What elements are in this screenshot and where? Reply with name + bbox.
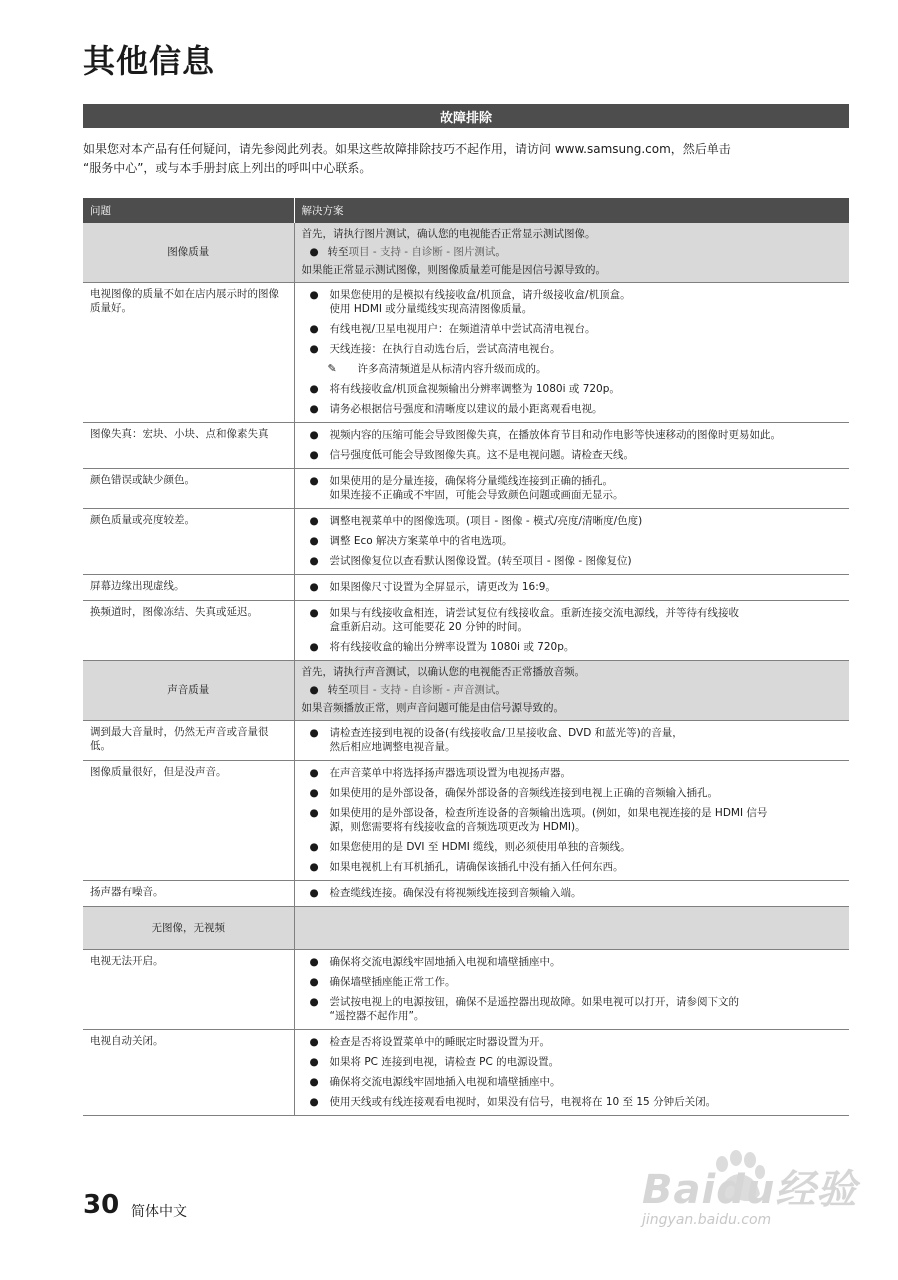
problem-cell: 屏幕边缘出现虚线。 [83,575,294,601]
bullet-icon: ● [309,475,319,487]
bullet-icon: ● [309,727,319,739]
bullet-suffix: 。 [495,246,506,258]
table-row [83,721,849,761]
solution-text: 将有线接收盒/机顶盒视频输出分辨率调整为 1080i 或 720p。 [329,383,620,395]
bullet-icon: ● [309,887,319,899]
table-row [83,575,849,601]
table-row [83,1030,849,1116]
bullet-icon: ● [309,607,319,619]
section-row-image-quality [83,223,849,283]
solution-text: 如果电视机上有耳机插孔，请确保该插孔中没有插入任何东西。 [329,861,624,873]
bullet-icon: ● [309,976,319,988]
bullet-prefix: 转至 [327,246,349,258]
table-row [83,950,849,1030]
section-bullet [302,245,843,259]
pencil-note-icon: ✎ [327,362,337,375]
table-row [83,601,849,661]
section-line: 首先，请执行声音测试，以确认您的电视能否正常播放音频。 [301,666,585,678]
section-intro-cell [294,661,849,721]
section-row-sound-quality [83,661,849,721]
note-text: 许多高清频道是从标清内容升级而成的。 [357,363,547,375]
bullet-icon: ● [309,449,319,461]
solution-text: 如果您使用的是模拟有线接收盒/机顶盒，请升级接收盒/机顶盒。 [329,289,631,301]
solution-cell [294,509,849,575]
solution-item [302,786,843,800]
bullet-icon: ● [309,996,319,1008]
bullet-icon: ● [309,323,319,335]
solution-text: 在声音菜单中将选择扬声器选项设置为电视扬声器。 [329,767,571,779]
troubleshooting-table [83,198,849,1116]
header-problem: 问题 [83,198,294,223]
watermark-logo-text: Baidu经验 [642,1167,858,1213]
solution-item [302,402,843,416]
solution-item [302,766,843,780]
solution-cell [294,469,849,509]
solution-cell [294,1030,849,1116]
bullet-icon: ● [309,403,319,415]
solution-item [302,860,843,874]
section-title-cell: 无图像，无视频 [83,907,294,950]
solution-item [302,1095,843,1109]
solution-cell [294,721,849,761]
bullet-icon: ● [309,1076,319,1088]
solution-cell [294,423,849,469]
menu-path: 项目 - 支持 - 自诊断 - 声音测试 [348,684,496,696]
bullet-icon: ● [309,383,319,395]
solution-item [302,840,843,854]
solution-item [302,1075,843,1089]
solution-text: 尝试图像复位以查看默认图像设置。(转至项目 - 图像 - 图像复位) [329,555,632,567]
solution-text: 使用 HDMI 或分量缆线实现高清图像质量。 [329,303,533,315]
solution-text: 视频内容的压缩可能会导致图像失真，在播放体育节目和动作电影等快速移动的图像时更易如此。 [329,429,781,441]
solution-text: 如果使用的是外部设备，检查所连设备的音频输出选项。(例如，如果电视连接的是 HDMI 信号 [329,807,768,819]
problem-cell: 换频道时，图像冻结、失真或延迟。 [83,601,294,661]
solution-text: 确保将交流电源线牢固地插入电视和墙壁插座中。 [329,956,561,968]
solution-text: 如果图像尺寸设置为全屏显示，请更改为 16:9。 [329,581,556,593]
solution-text: 确保将交流电源线牢固地插入电视和墙壁插座中。 [329,1076,561,1088]
page-number: 30 [83,1190,120,1220]
intro-line-2: “服务中心”，或与本手册封底上列出的呼叫中心联系。 [83,161,372,175]
table-row [83,469,849,509]
solution-text: 然后相应地调整电视音量。 [329,741,456,753]
bullet-icon: ● [309,515,319,527]
solution-text: 调整 Eco 解决方案菜单中的省电选项。 [329,535,513,547]
watermark-url: jingyan.baidu.com [642,1212,772,1228]
solution-text: 使用天线或有线连接观看电视时，如果没有信号，电视将在 10 至 15 分钟后关闭。 [329,1096,717,1108]
solution-item [302,580,843,594]
bullet-icon: ● [309,1036,319,1048]
bullet-icon: ● [309,787,319,799]
solution-text: 尝试按电视上的电源按钮，确保不是遥控器出现故障。如果电视可以打开，请参阅下文的 [329,996,739,1008]
solution-text: 请务必根据信号强度和清晰度以建议的最小距离观看电视。 [329,403,603,415]
solution-text: 检查缆线连接。确保没有将视频线连接到音频输入端。 [329,887,582,899]
table-row [83,423,849,469]
solution-text: 请检查连接到电视的设备(有线接收盒/卫星接收盒、DVD 和蓝光等)的音量， [329,727,683,739]
solution-item [302,474,843,502]
table-row [83,761,849,881]
problem-cell: 图像质量很好，但是没声音。 [83,761,294,881]
section-line: 如果能正常显示测试图像，则图像质量差可能是因信号源导致的。 [301,264,606,276]
problem-cell: 电视自动关闭。 [83,1030,294,1116]
bullet-icon: ● [309,289,319,301]
solution-text: 如果连接不正确或不牢固，可能会导致颜色问题或画面无显示。 [329,489,624,501]
solution-text: 确保墙壁插座能正常工作。 [329,976,456,988]
solution-text: 信号强度低可能会导致图像失真。这不是电视问题。请检查天线。 [329,449,634,461]
bullet-icon: ● [309,1096,319,1108]
problem-cell: 调到最大音量时，仍然无声音或音量很低。 [83,721,294,761]
solution-item [302,554,843,568]
solution-text: 如果您使用的是 DVI 至 HDMI 缆线，则必须使用单独的音频线。 [329,841,631,853]
problem-cell: 电视图像的质量不如在店内展示时的图像质量好。 [83,283,294,423]
solution-text: 检查是否将设置菜单中的睡眠定时器设置为开。 [329,1036,550,1048]
bullet-icon: ● [309,555,319,567]
problem-cell: 图像失真：宏块、小块、点和像素失真 [83,423,294,469]
section-title-cell: 声音质量 [83,661,294,721]
bullet-icon: ● [309,581,319,593]
table-row [83,881,849,907]
bullet-icon: ● [309,841,319,853]
intro-paragraph [83,140,849,178]
solution-item [302,726,843,754]
solution-text: 调整电视菜单中的图像选项。(项目 - 图像 - 模式/亮度/清晰度/色度) [329,515,643,527]
section-title-cell: 图像质量 [83,223,294,283]
bullet-icon: ● [309,429,319,441]
section-line: 首先，请执行图片测试，确认您的电视能否正常显示测试图像。 [301,228,596,240]
solution-item [302,975,843,989]
table-row [83,283,849,423]
solution-item [302,955,843,969]
page-title: 其他信息 [83,42,216,80]
solution-cell [294,950,849,1030]
solution-item [302,382,843,396]
solution-item [302,448,843,462]
bullet-prefix: 转至 [327,684,349,696]
solution-cell [294,881,849,907]
bullet-icon: ● [309,1056,319,1068]
solution-text: 盒重新启动。这可能要花 20 分钟的时间。 [329,621,529,633]
solution-item [302,1035,843,1049]
bullet-icon: ● [309,641,319,653]
solution-text: 如果使用的是外部设备，确保外部设备的音频线连接到电视上正确的音频输入插孔。 [329,787,718,799]
solution-cell [294,601,849,661]
solution-item [302,322,843,336]
intro-line-1: 如果您对本产品有任何疑问，请先参阅此列表。如果这些故障排除技巧不起作用，请访问 www.samsung.com，然后单击 [83,142,731,156]
bullet-icon: ● [309,956,319,968]
note-item [302,362,843,376]
footer-language: 简体中文 [131,1204,187,1220]
solution-item [302,514,843,528]
solution-cell [294,761,849,881]
solution-item [302,640,843,654]
solution-item [302,606,843,634]
solution-item [302,995,843,1023]
section-title-bar [83,104,849,128]
table-header-row [83,198,849,223]
problem-cell: 颜色错误或缺少颜色。 [83,469,294,509]
solution-item [302,886,843,900]
bullet-icon: ● [309,246,319,258]
section-intro-cell [294,223,849,283]
solution-item [302,342,843,356]
bullet-icon: ● [309,807,319,819]
solution-text: 天线连接：在执行自动选台后，尝试高清电视台。 [329,343,561,355]
solution-text: 如果将 PC 连接到电视，请检查 PC 的电源设置。 [329,1056,560,1068]
problem-cell: 扬声器有噪音。 [83,881,294,907]
section-title: 故障排除 [439,110,492,126]
problem-cell: 电视无法开启。 [83,950,294,1030]
solution-text: 源，则您需要将有线接收盒的音频选项更改为 HDMI)。 [329,821,586,833]
solution-text: “遥控器不起作用”。 [329,1010,425,1022]
solution-item [302,1055,843,1069]
bullet-icon: ● [309,535,319,547]
solution-text: 如果使用的是分量连接，确保将分量缆线连接到正确的插孔。 [329,475,613,487]
section-bullet [302,683,843,697]
solution-cell [294,283,849,423]
header-solution: 解决方案 [294,198,849,223]
solution-text: 将有线接收盒的输出分辨率设置为 1080i 或 720p。 [329,641,575,653]
bullet-icon: ● [309,343,319,355]
bullet-icon: ● [309,767,319,779]
solution-item [302,534,843,548]
solution-cell [294,575,849,601]
bullet-suffix: 。 [495,684,506,696]
section-line: 如果音频播放正常，则声音问题可能是由信号源导致的。 [301,702,564,714]
section-intro-cell [294,907,849,950]
solution-text: 有线电视/卫星电视用户：在频道清单中尝试高清电视台。 [329,323,596,335]
bullet-icon: ● [309,861,319,873]
solution-text: 如果与有线接收盒相连，请尝试复位有线接收盒。重新连接交流电源线，并等待有线接收 [329,607,739,619]
menu-path: 项目 - 支持 - 自诊断 - 图片测试 [348,246,496,258]
solution-item [302,288,843,316]
table-row [83,509,849,575]
bullet-icon: ● [309,684,319,696]
problem-cell: 颜色质量或亮度较差。 [83,509,294,575]
solution-item [302,428,843,442]
section-row-no-video [83,907,849,950]
baidu-watermark [612,1150,862,1240]
solution-item [302,806,843,834]
